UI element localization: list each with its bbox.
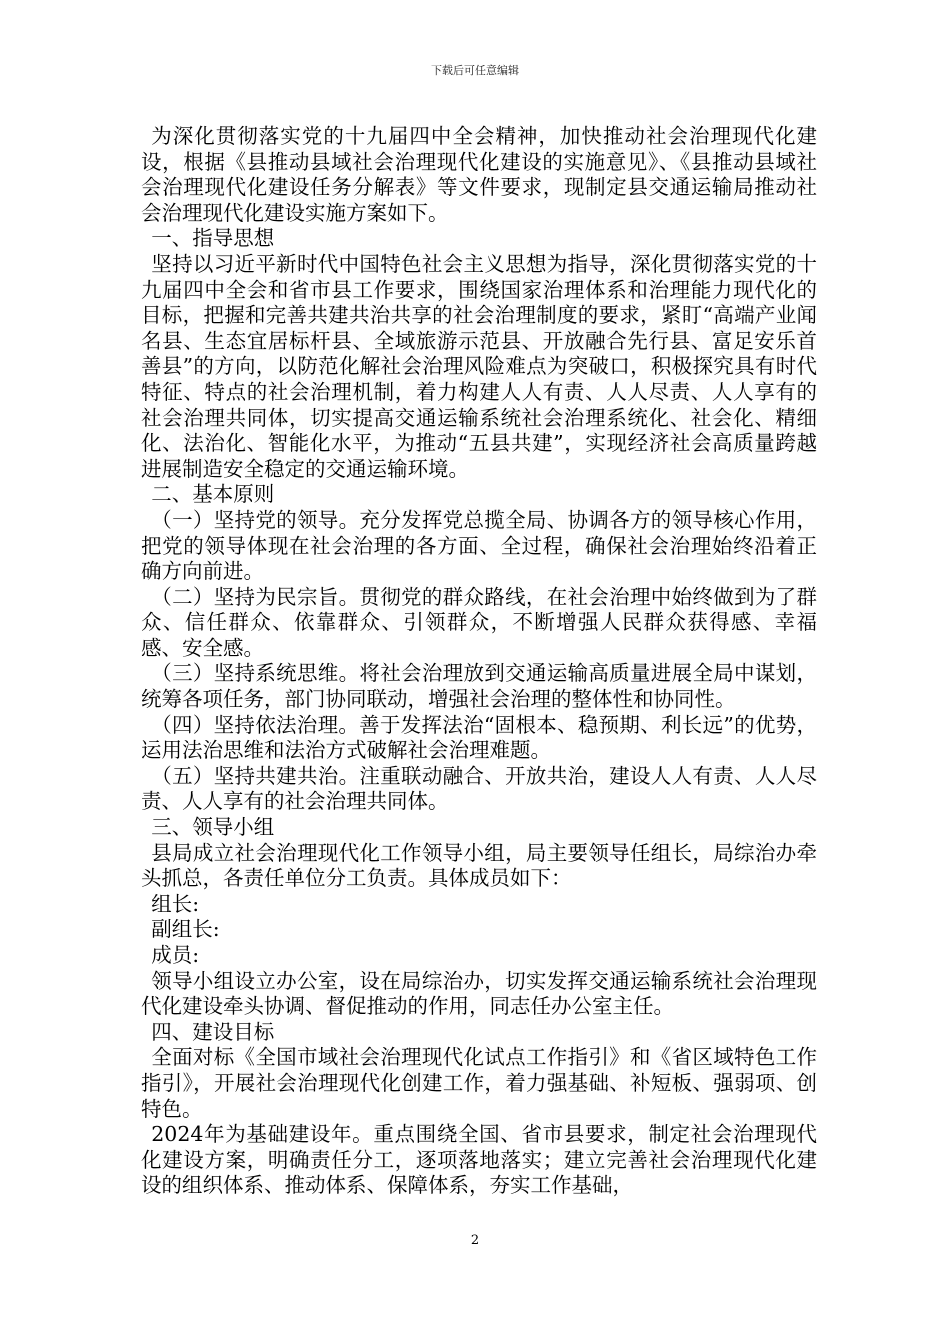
page-header: 下载后可任意编辑 [431, 64, 519, 77]
paragraph-principle-1: （一）坚持党的领导。充分发挥党总揽全局、协调各方的领导核心作用，把党的领导体现在社会治理的各方面、全过程，确保社会治理始终沿着正确方向前进。 [141, 507, 817, 584]
paragraph-leading-group: 县局成立社会治理现代化工作领导小组，局主要领导任组长，局综治办牵头抓总，各责任单位分工负责。具体成员如下： [141, 840, 817, 891]
line-members: 成员: [151, 943, 200, 967]
paragraph-principle-3: （三）坚持系统思维。将社会治理放到交通运输高质量进展全局中谋划，统筹各项任务，部门协同联动，增强社会治理的整体性和协同性。 [141, 661, 817, 712]
paragraph-office: 领导小组设立办公室，设在局综治办，切实发挥交通运输系统社会治理现代化建设牵头协调、督促推动的作用，同志任办公室主任。 [141, 968, 817, 1019]
page-number: 2 [470, 1233, 480, 1248]
heading-leading-group: 三、领导小组 [151, 815, 275, 840]
paragraph-principle-4: （四）坚持依法治理。善于发挥法治“固根本、稳预期、利长远”的优势，运用法治思维和法治方式破解社会治理难题。 [141, 712, 817, 763]
document-body [141, 124, 817, 1199]
paragraph-foundation-year: 2024年为基础建设年。重点围绕全国、省市县要求，制定社会治理现代化建设方案，明确责任分工，逐项落地落实；建立完善社会治理现代化建设的组织体系、推动体系、保障体系，夯实工作基础， [141, 1122, 817, 1198]
paragraph-intro: 为深化贯彻落实党的十九届四中全会精神，加快推动社会治理现代化建设，根据《县推动县域社会治理现代化建设的实施意见》、《县推动县域社会治理现代化建设任务分解表》等文件要求，现制定县交通运输局推动社会治理现代化建设实施方案如下。 [141, 124, 817, 225]
heading-construction-goals: 四、建设目标 [151, 1019, 275, 1044]
paragraph-goals: 全面对标《全国市域社会治理现代化试点工作指引》和《省区域特色工作指引》，开展社会治理现代化创建工作，着力强基础、补短板、强弱项、创特色。 [141, 1045, 817, 1121]
paragraph-principle-5: （五）坚持共建共治。注重联动融合、开放共治，建设人人有责、人人尽责、人人享有的社会治理共同体。 [141, 763, 817, 814]
heading-guiding-ideology: 一、指导思想 [151, 226, 275, 251]
line-group-leader: 组长: [151, 891, 200, 916]
paragraph-principle-2: （二）坚持为民宗旨。贯彻党的群众路线，在社会治理中始终做到为了群众、信任群众、依靠群众、引领群众，不断增强人民群众获得感、幸福感、安全感。 [141, 584, 817, 660]
heading-basic-principles: 二、基本原则 [151, 482, 275, 507]
line-deputy-leader: 副组长: [151, 917, 220, 942]
paragraph-guiding-ideology: 坚持以习近平新时代中国特色社会主义思想为指导，深化贯彻落实党的十九届四中全会和省市县工作要求，围绕国家治理体系和治理能力现代化的目标，把握和完善共建共治共享的社会治理制度的要求，紧盯“高端产业闻名县、生态宜居标杆县、全域旅游示范县、开放融合先行县、富足安乐首善县”的方向，以防范化解社会治理风险难点为突破口，积极探究具有时代特征、特点的社会治理机制，着力构建人人有责、人人尽责、人人享有的社会治理共同体，切实提高交通运输系统社会治理系统化、社会化、精细化、法治化、智能化水平，为推动“五县共建”，实现经济社会高质量跨越进展制造安全稳定的交通运输环境。 [141, 251, 817, 481]
